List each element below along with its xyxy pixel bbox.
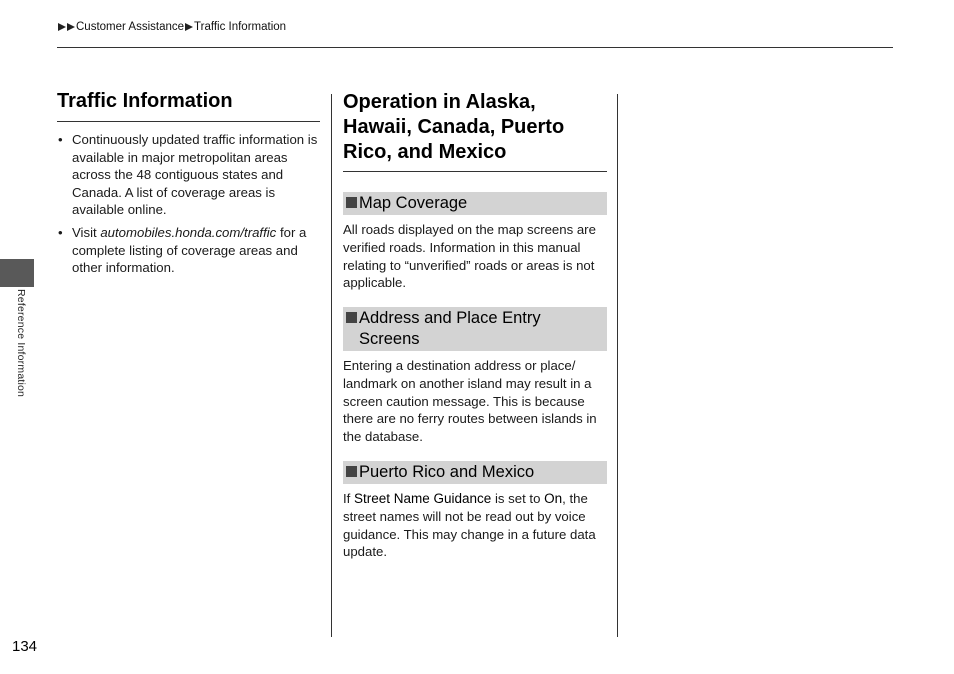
bullet-icon: • bbox=[58, 224, 63, 240]
traffic-bullet-list bbox=[57, 131, 322, 282]
street-name-guidance-setting: Street Name Guidance bbox=[354, 491, 492, 506]
heading-divider bbox=[343, 171, 607, 172]
column-divider bbox=[331, 94, 332, 637]
address-entry-text: Entering a destination address or place/ landmark on another island may result in a screen caution message. This is because there are no ferry routes between islands in the database. bbox=[343, 358, 597, 445]
subheading-label: Address and Place Entry Screens bbox=[359, 309, 541, 348]
traffic-bullet-text: Continuously updated traffic information is available in major metropolitan areas across the 48 contiguous states and Canada. A list of coverage areas is available online. bbox=[72, 132, 318, 218]
address-entry-subheading bbox=[343, 307, 607, 351]
square-bullet-icon bbox=[346, 312, 357, 323]
map-coverage-text: All roads displayed on the map screens are verified roads. Information in this manual relating to “unverified” roads or areas is not applicable. bbox=[343, 222, 596, 291]
breadcrumb bbox=[58, 21, 287, 33]
header-divider bbox=[57, 47, 893, 48]
text-fragment: , the street names will not be read out by voice guidance. This may change in a future data update. bbox=[343, 491, 596, 560]
square-bullet-icon bbox=[346, 197, 357, 208]
traffic-information-heading: Traffic Information bbox=[57, 90, 233, 112]
operation-regions-heading: Operation in Alaska, Hawaii, Canada, Puerto Rico, and Mexico bbox=[343, 91, 565, 163]
bullet-icon: • bbox=[58, 132, 63, 147]
breadcrumb-item-traffic-information[interactable]: Traffic Information bbox=[194, 21, 287, 33]
list-item bbox=[57, 224, 322, 277]
puerto-rico-subheading bbox=[343, 461, 607, 484]
subheading-label: Map Coverage bbox=[359, 194, 468, 212]
section-tab-marker bbox=[0, 259, 34, 287]
list-item bbox=[57, 131, 322, 219]
column-divider bbox=[617, 94, 618, 637]
subheading-label: Puerto Rico and Mexico bbox=[359, 463, 535, 481]
page-number: 134 bbox=[12, 638, 38, 655]
breadcrumb-item-customer-assistance[interactable]: Customer Assistance bbox=[76, 21, 185, 33]
arrow-right-icon bbox=[67, 23, 75, 31]
visit-text: Visit bbox=[72, 224, 101, 240]
section-tab-label: Reference Information bbox=[15, 289, 27, 398]
square-bullet-icon bbox=[346, 466, 357, 477]
coverage-listing-text: for a complete listing of coverage areas and other information. bbox=[72, 224, 307, 276]
heading-divider bbox=[57, 121, 320, 122]
text-fragment: If bbox=[343, 491, 354, 506]
arrow-right-icon bbox=[185, 23, 193, 31]
traffic-website-link[interactable]: automobiles.honda.com/traffic bbox=[100, 224, 277, 240]
arrow-right-icon bbox=[58, 23, 66, 31]
puerto-rico-text bbox=[343, 490, 609, 561]
map-coverage-subheading bbox=[343, 192, 607, 215]
setting-value-on: On bbox=[544, 491, 563, 506]
text-fragment: is set to bbox=[491, 491, 545, 506]
